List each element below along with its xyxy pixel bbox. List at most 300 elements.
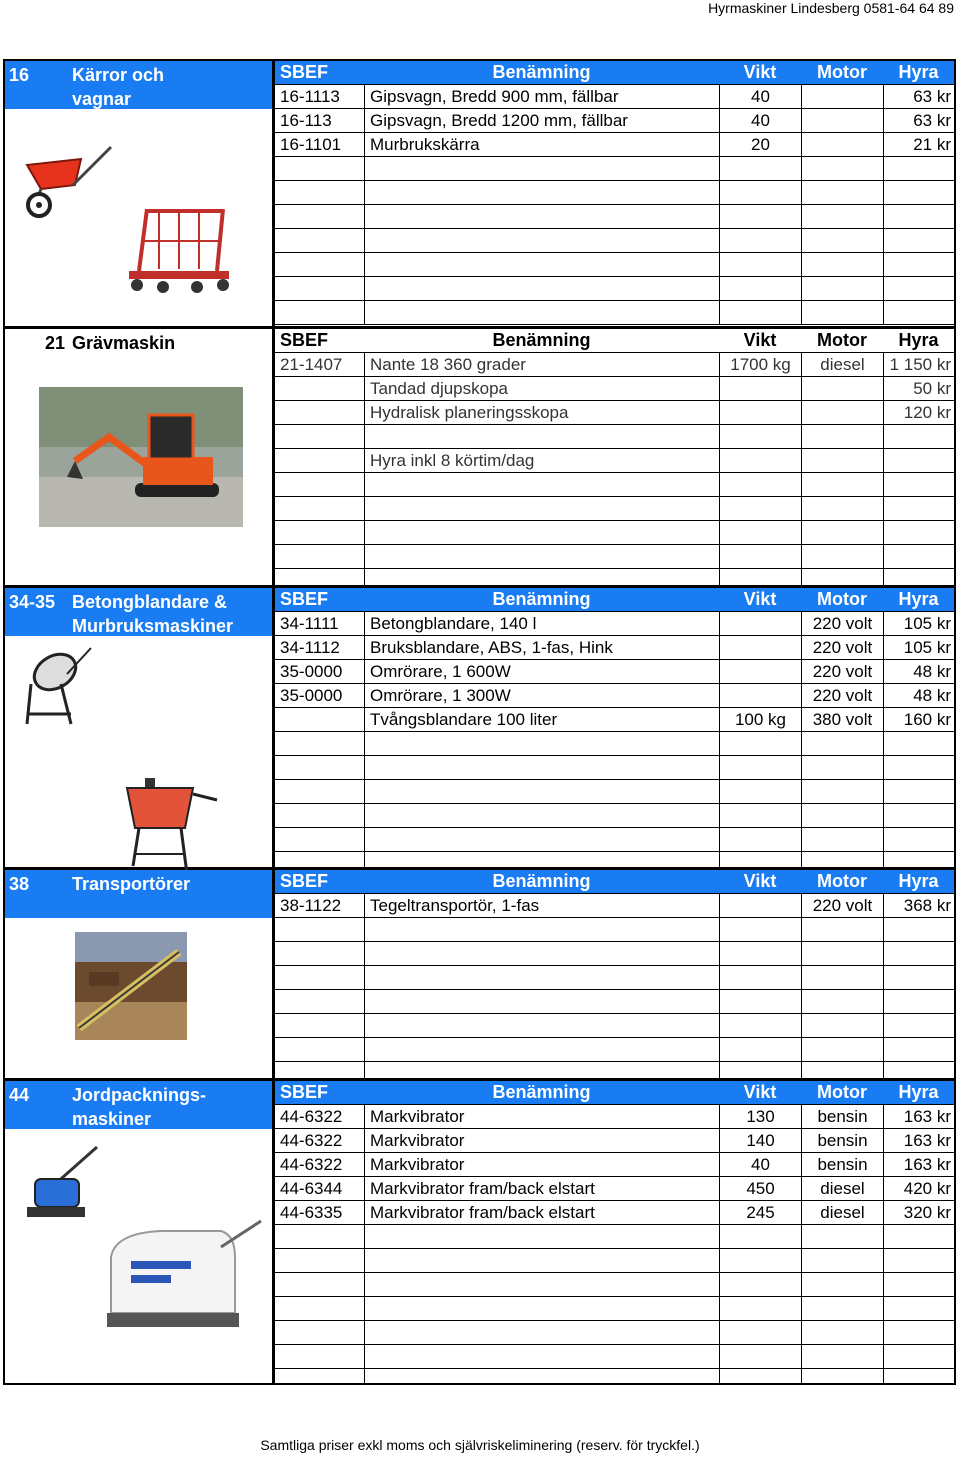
hyra-cell [883,1249,954,1272]
column-header-row [275,1081,954,1105]
brick-conveyor-image [75,932,187,1040]
benamning-cell [364,497,719,520]
hyra-cell [883,756,954,779]
section-table [275,588,954,876]
table-row [275,1201,954,1225]
sbef-cell [275,1345,364,1368]
vikt-cell [719,301,801,324]
vikt-cell: 40 [719,109,801,132]
motor-cell [801,1369,883,1385]
motor-cell [801,1014,883,1037]
benamning-cell: Hydralisk planeringsskopa [364,401,719,424]
table-row [275,1297,954,1321]
vikt-cell [719,612,801,635]
table-row [275,636,954,660]
benamning-cell [364,157,719,180]
hyra-cell [883,277,954,300]
vikt-cell: 100 kg [719,708,801,731]
sbef-cell [275,1369,364,1385]
hyra-cell: 163 kr [883,1105,954,1128]
hyra-cell: 48 kr [883,660,954,683]
vikt-cell [719,277,801,300]
vikt-cell [719,545,801,568]
vikt-cell [719,1249,801,1272]
vikt-cell [719,1225,801,1248]
sbef-header: SBEF [280,589,329,609]
sbef-cell [275,1273,364,1296]
sbef-cell [275,449,364,472]
hyra-cell [883,732,954,755]
motor-cell [801,449,883,472]
table-row [275,732,954,756]
hyra-cell [883,545,954,568]
section-image-area [5,329,275,585]
motor-cell [801,828,883,851]
column-header-row [275,61,954,85]
vikt-cell [719,732,801,755]
hyra-cell [883,181,954,204]
sbef-header: SBEF [280,871,329,891]
vikt-cell [719,966,801,989]
table-row [275,942,954,966]
sbef-cell [275,1225,364,1248]
hyra-cell [883,1369,954,1385]
section-table [275,61,954,325]
sbef-cell [275,157,364,180]
excavator-image [39,387,243,527]
motor-cell: bensin [801,1105,883,1128]
sbef-header: SBEF [280,1082,329,1102]
table-row [275,181,954,205]
table-row [275,612,954,636]
table-row [275,828,954,852]
table-row [275,277,954,301]
plate-compactor-image [21,1143,105,1231]
table-row [275,708,954,732]
benamning-header: Benämning [492,871,591,891]
table-row [275,1153,954,1177]
table-row [275,1129,954,1153]
sbef-cell: 44-6322 [280,1131,343,1150]
section-number: 21 [44,333,65,353]
section-number: 44 [9,1085,30,1105]
vikt-header: Vikt [743,62,777,82]
benamning-cell [364,942,719,965]
table-row [275,377,954,401]
hyra-cell: 163 kr [883,1129,954,1152]
section-image-area [5,1081,275,1383]
hyra-cell [883,521,954,544]
vikt-cell [719,401,801,424]
benamning-cell [364,1249,719,1272]
motor-cell [801,377,883,400]
benamning-cell [364,229,719,252]
vikt-cell: 245 [719,1201,801,1224]
benamning-cell [364,253,719,276]
sbef-cell [275,1297,364,1320]
vikt-cell [719,780,801,803]
sbef-header: SBEF [280,330,329,350]
motor-cell: 220 volt [801,894,883,917]
sbef-cell: 44-6322 [280,1107,343,1126]
motor-cell [801,301,883,324]
vikt-cell [719,521,801,544]
benamning-cell [364,1038,719,1061]
sbef-cell [275,1038,364,1061]
vikt-cell [719,1297,801,1320]
hyra-cell [883,1297,954,1320]
table-row [275,229,954,253]
benamning-cell [364,181,719,204]
motor-cell [801,1297,883,1320]
benamning-cell [364,545,719,568]
vikt-cell [719,157,801,180]
motor-cell [801,521,883,544]
motor-cell [801,85,883,108]
table-row [275,157,954,181]
benamning-cell [364,277,719,300]
benamning-cell [364,918,719,941]
motor-header: Motor [817,330,867,350]
hyra-cell: 368 kr [883,894,954,917]
table-row [275,521,954,545]
sbef-cell [275,205,364,228]
sbef-cell [275,497,364,520]
motor-cell [801,205,883,228]
sbef-cell [275,780,364,803]
vikt-cell [719,377,801,400]
table-row [275,1038,954,1062]
sbef-cell [275,521,364,544]
hyra-cell: 50 kr [883,377,954,400]
table-row [275,1345,954,1369]
motor-cell [801,545,883,568]
hyra-cell [883,804,954,827]
section-number: 38 [9,874,30,894]
motor-cell [801,1038,883,1061]
vikt-cell: 130 [719,1105,801,1128]
motor-header: Motor [817,871,867,891]
sbef-cell: 44-6344 [280,1179,343,1198]
sbef-cell: 16-113 [280,111,332,130]
sbef-cell [275,229,364,252]
motor-cell [801,1345,883,1368]
sbef-cell [275,377,364,400]
motor-cell [801,109,883,132]
vikt-cell [719,684,801,707]
motor-cell: 220 volt [801,684,883,707]
benamning-cell: Markvibrator [364,1153,719,1176]
motor-cell [801,229,883,252]
benamning-cell: Markvibrator fram/back elstart [364,1201,719,1224]
benamning-cell: Bruksblandare, ABS, 1-fas, Hink [364,636,719,659]
vikt-cell [719,497,801,520]
benamning-cell [364,990,719,1013]
column-header-row [275,870,954,894]
vikt-cell [719,828,801,851]
sbef-cell: 16-1113 [280,87,340,106]
table-row [275,545,954,569]
benamning-cell: Markvibrator [364,1129,719,1152]
sbef-cell: 16-1101 [280,135,342,154]
sbef-cell: 44-6322 [280,1155,343,1174]
table-row [275,449,954,473]
benamning-cell: Murbrukskärra [364,133,719,156]
motor-cell [801,1225,883,1248]
reversible-compactor-image [101,1217,271,1341]
hyra-cell [883,780,954,803]
sbef-cell [275,966,364,989]
hyra-cell: 105 kr [883,612,954,635]
hyra-cell [883,205,954,228]
hyra-cell [883,1345,954,1368]
benamning-header: Benämning [492,62,591,82]
vikt-cell [719,942,801,965]
sbef-cell: 34-1112 [280,638,340,657]
vikt-cell [719,1321,801,1344]
motor-header: Motor [817,62,867,82]
hyra-cell [883,828,954,851]
table-row [275,1249,954,1273]
vikt-header: Vikt [743,589,777,609]
table-row [275,1273,954,1297]
benamning-cell: Tegeltransportör, 1-fas [364,894,719,917]
motor-cell [801,990,883,1013]
section-title: Transportörer [72,874,191,894]
column-header-row [275,329,954,353]
benamning-header: Benämning [492,1082,591,1102]
vikt-cell: 20 [719,133,801,156]
section-karror [5,61,954,329]
sbef-cell [275,1014,364,1037]
sbef-cell [275,277,364,300]
table-row [275,205,954,229]
motor-cell: diesel [801,1201,883,1224]
motor-cell [801,966,883,989]
vikt-cell [719,1038,801,1061]
sbef-cell: 35-0000 [280,662,343,681]
benamning-cell: Tvångsblandare 100 liter [364,708,719,731]
vikt-header: Vikt [743,1082,777,1102]
benamning-cell: Nante 18 360 grader [364,353,719,376]
motor-cell: bensin [801,1129,883,1152]
benamning-cell [364,1321,719,1344]
table-row [275,780,954,804]
table-row [275,1105,954,1129]
table-row [275,918,954,942]
vikt-cell [719,804,801,827]
sbef-cell [275,545,364,568]
motor-cell [801,133,883,156]
wheelbarrow-image [19,139,115,219]
hyra-cell [883,449,954,472]
sbef-header: SBEF [280,62,329,82]
table-row [275,756,954,780]
sbef-cell [275,1321,364,1344]
section-betongblandare [5,588,954,870]
motor-cell [801,1321,883,1344]
hyra-cell [883,1321,954,1344]
hyra-cell: 163 kr [883,1153,954,1176]
motor-cell [801,756,883,779]
vikt-header: Vikt [743,330,777,350]
benamning-cell [364,804,719,827]
section-image-area [5,588,275,867]
sbef-cell: 34-1111 [280,614,339,633]
benamning-cell [364,473,719,496]
benamning-cell [364,828,719,851]
benamning-cell [364,780,719,803]
benamning-cell: Markvibrator fram/back elstart [364,1177,719,1200]
table-row [275,497,954,521]
motor-cell: 220 volt [801,660,883,683]
vikt-cell [719,756,801,779]
hyra-cell: 48 kr [883,684,954,707]
hyra-cell: 420 kr [883,1177,954,1200]
section-table [275,1081,954,1385]
hyra-cell [883,990,954,1013]
table-row [275,253,954,277]
vikt-cell [719,229,801,252]
hyra-cell: 21 kr [883,133,954,156]
hyra-cell [883,1038,954,1061]
benamning-cell: Betongblandare, 140 l [364,612,719,635]
motor-cell [801,732,883,755]
hyra-cell [883,425,954,448]
sbef-cell [275,181,364,204]
hyra-cell: 160 kr [883,708,954,731]
vikt-cell [719,636,801,659]
motor-cell: 380 volt [801,708,883,731]
price-list-table [3,59,956,1385]
vikt-cell [719,473,801,496]
table-row [275,133,954,157]
hyra-cell: 320 kr [883,1201,954,1224]
vikt-cell: 40 [719,85,801,108]
table-row [275,85,954,109]
hyra-header: Hyra [898,1082,939,1102]
section-title: Jordpacknings- maskiner [72,1085,207,1129]
benamning-cell: Hyra inkl 8 körtim/dag [364,449,719,472]
sbef-cell: 35-0000 [280,686,343,705]
motor-cell [801,780,883,803]
motor-cell: bensin [801,1153,883,1176]
vikt-cell [719,990,801,1013]
hyra-cell [883,473,954,496]
motor-cell [801,942,883,965]
vikt-cell [719,181,801,204]
sbef-cell [275,708,364,731]
concrete-mixer-image [17,644,97,728]
table-row [275,1225,954,1249]
hyra-cell [883,301,954,324]
section-number: 16 [9,65,30,85]
hyra-cell: 105 kr [883,636,954,659]
benamning-cell: Omrörare, 1 600W [364,660,719,683]
table-row [275,990,954,1014]
hyra-cell [883,1273,954,1296]
benamning-cell [364,205,719,228]
hyra-cell: 63 kr [883,109,954,132]
section-gravmaskin [5,329,954,588]
vikt-cell: 1700 kg [719,353,801,376]
section-image-area [5,870,275,1078]
table-row [275,804,954,828]
hyra-cell: 63 kr [883,85,954,108]
vikt-cell [719,1345,801,1368]
sbef-cell [275,301,364,324]
motor-cell [801,918,883,941]
benamning-cell [364,1273,719,1296]
table-row [275,684,954,708]
motor-cell [801,181,883,204]
hyra-header: Hyra [898,871,939,891]
motor-header: Motor [817,589,867,609]
benamning-cell [364,1014,719,1037]
benamning-cell [364,756,719,779]
benamning-cell [364,1297,719,1320]
section-number: 34-35 [9,592,56,612]
hyra-cell [883,966,954,989]
table-row [275,966,954,990]
benamning-cell [364,1225,719,1248]
sbef-cell [275,942,364,965]
motor-header: Motor [817,1082,867,1102]
table-row [275,301,954,325]
sbef-cell [275,253,364,276]
benamning-header: Benämning [492,330,591,350]
vikt-cell: 140 [719,1129,801,1152]
vikt-cell [719,205,801,228]
table-row [275,660,954,684]
hyra-cell: 1 150 kr [883,353,954,376]
table-row [275,401,954,425]
hyra-cell: 120 kr [883,401,954,424]
table-row [275,1369,954,1385]
motor-cell: diesel [801,1177,883,1200]
sbef-cell [275,473,364,496]
hyra-cell [883,229,954,252]
vikt-cell [719,1369,801,1385]
sbef-cell [275,804,364,827]
hyra-cell [883,253,954,276]
motor-cell [801,473,883,496]
vikt-cell [719,660,801,683]
benamning-cell [364,732,719,755]
vikt-cell [719,1273,801,1296]
table-row [275,1014,954,1038]
vikt-cell [719,253,801,276]
section-image-area [5,61,275,326]
sbef-cell [275,425,364,448]
benamning-cell [364,521,719,544]
footer-note: Samtliga priser exkl moms och självriskeliminering (reserv. för tryckfel.) [260,1437,700,1453]
section-transportorer [5,870,954,1081]
benamning-cell [364,301,719,324]
vikt-cell: 450 [719,1177,801,1200]
motor-cell [801,157,883,180]
benamning-cell: Gipsvagn, Bredd 1200 mm, fällbar [364,109,719,132]
sbef-cell: 44-6335 [280,1203,343,1222]
section-title: Kärror och vagnar [72,65,165,109]
motor-cell [801,401,883,424]
hyra-cell [883,497,954,520]
benamning-cell: Tandad djupskopa [364,377,719,400]
table-row [275,353,954,377]
benamning-cell: Omrörare, 1 300W [364,684,719,707]
hyra-cell [883,157,954,180]
column-header-row [275,588,954,612]
